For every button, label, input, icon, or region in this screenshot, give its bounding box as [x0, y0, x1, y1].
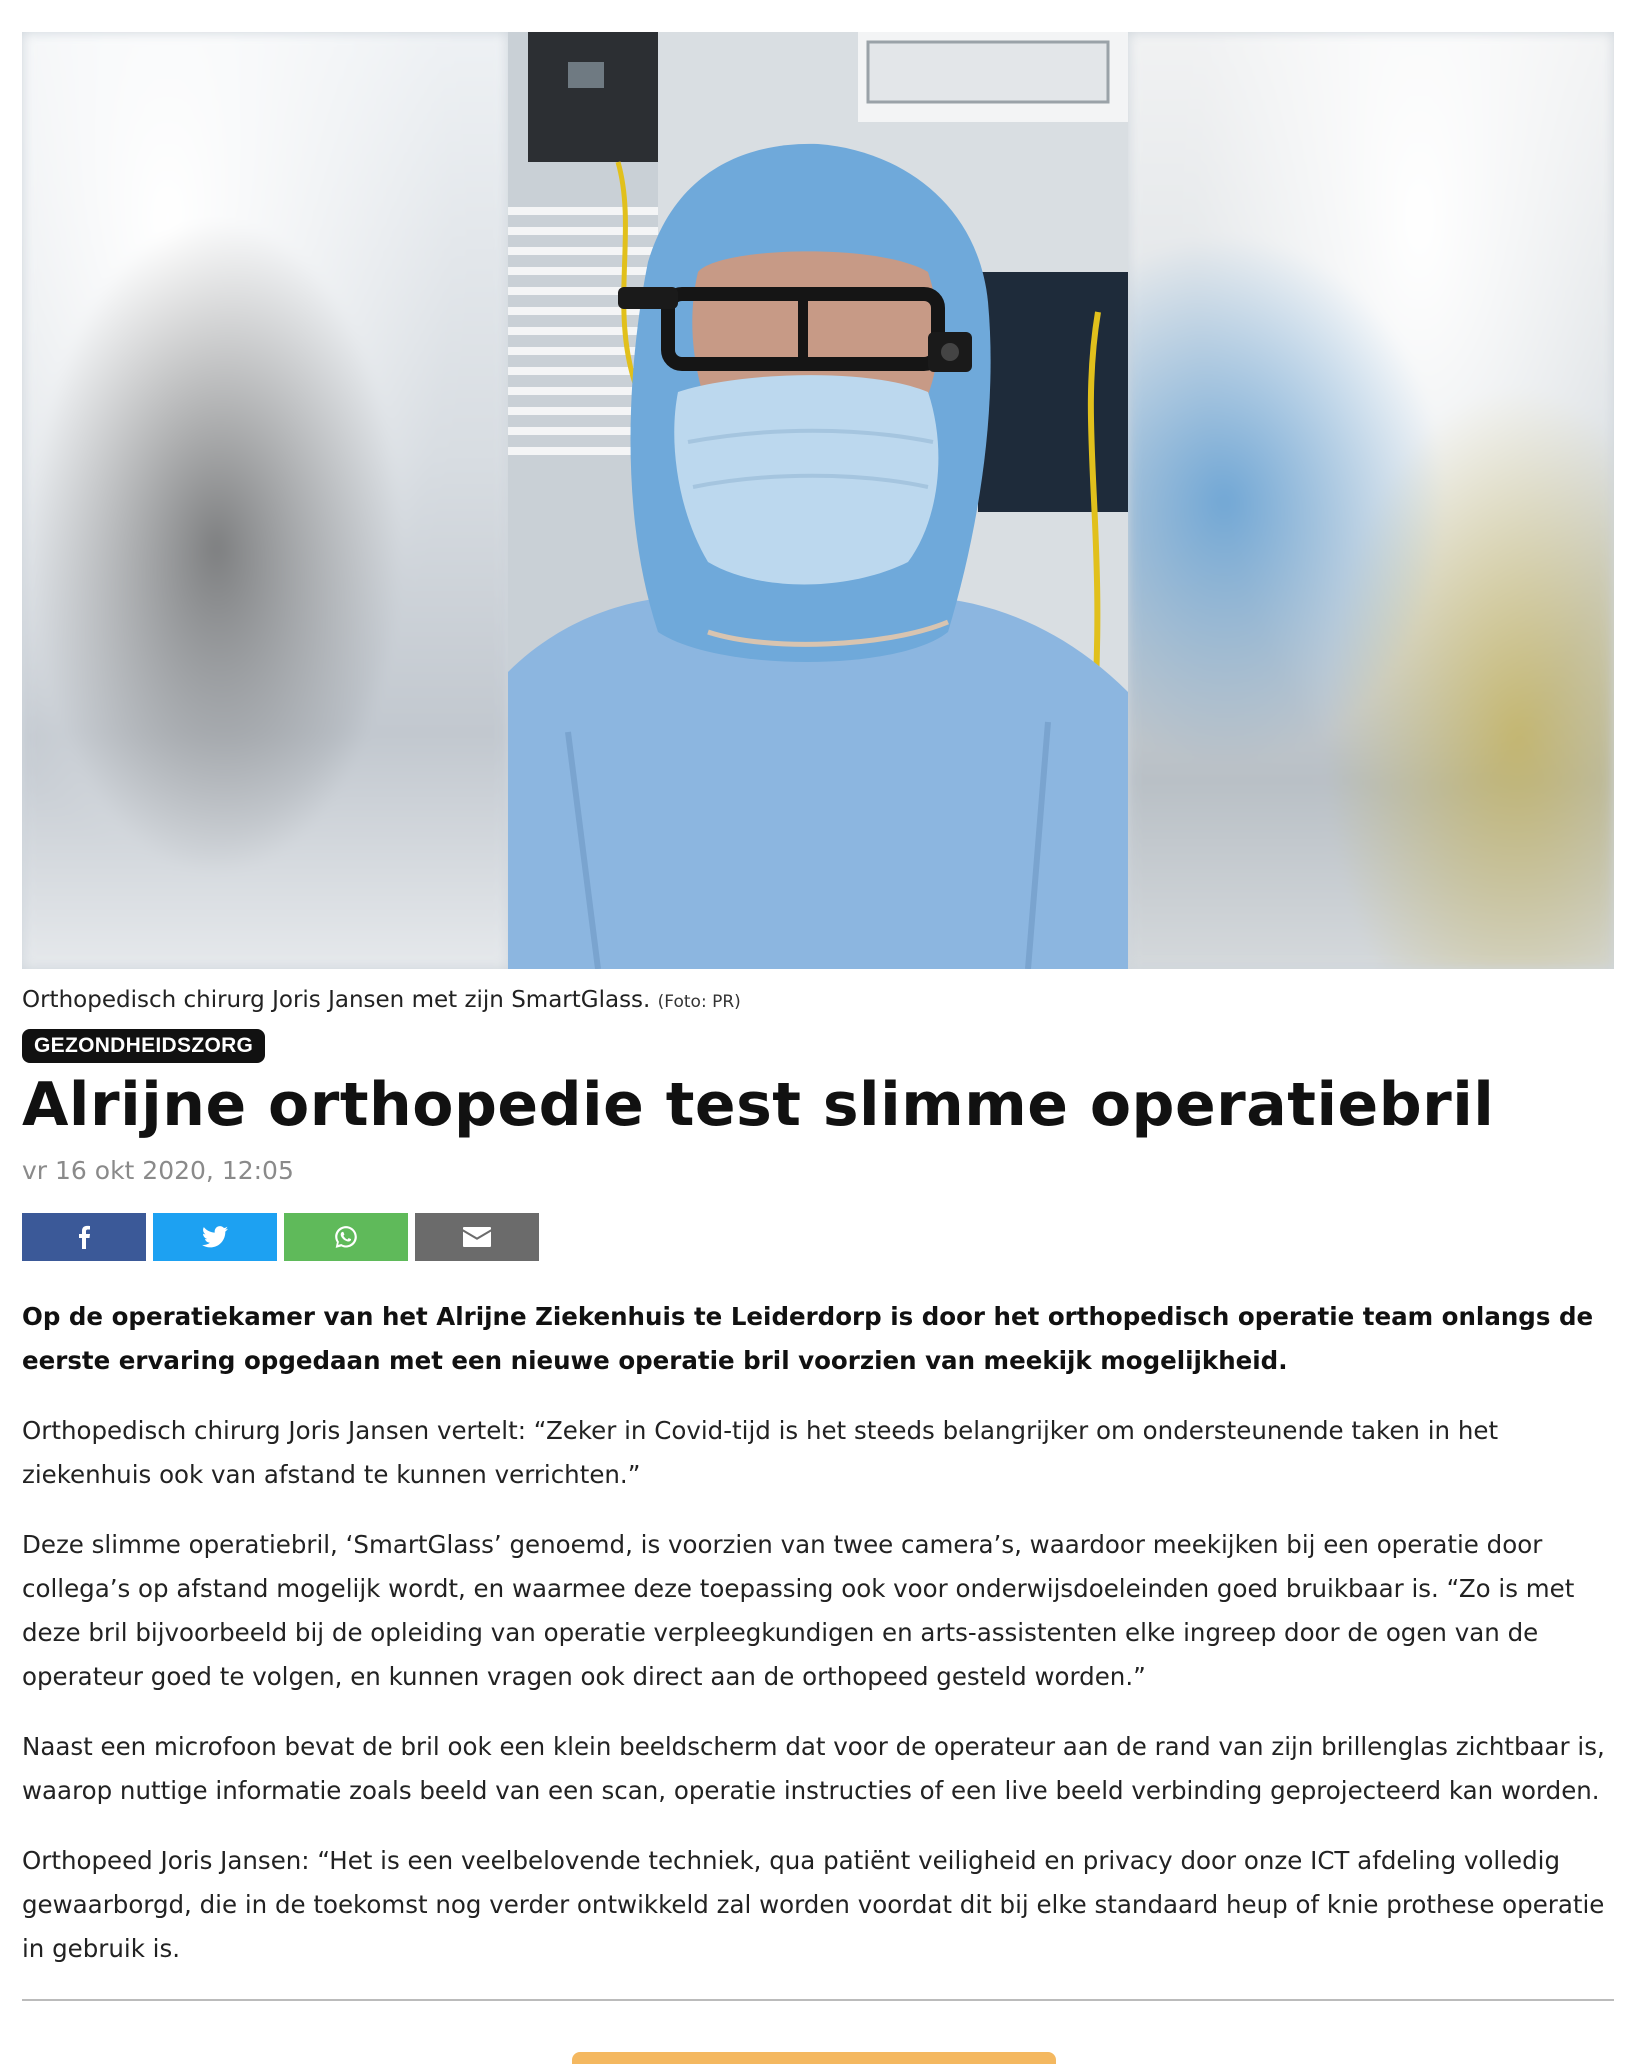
share-twitter-button[interactable]	[153, 1213, 277, 1261]
article	[22, 32, 1614, 2001]
hero-photo-blurred-left	[22, 32, 508, 969]
article-title: Alrijne orthopedie test slimme operatiebril	[22, 1070, 1495, 1140]
article-lead: Op de operatiekamer van het Alrijne Ziekenhuis te Leiderdorp is door het orthopedisch operatie team onlangs de eerste ervaring opgedaan met een nieuwe operatie bril voorzien van meekijk mogelijkheid.	[22, 1302, 1594, 1375]
article-paragraph: Orthopedisch chirurg Joris Jansen vertelt: “Zeker in Covid-tijd is het steeds belangrijker om ondersteunende taken in het ziekenhuis ook van afstand te kunnen verrichten.”	[22, 1416, 1499, 1489]
image-credit: (Foto: PR)	[657, 992, 741, 1012]
twitter-icon	[202, 1226, 228, 1248]
article-paragraph: Orthopeed Joris Jansen: “Het is een veelbelovende techniek, qua patiënt veiligheid en privacy door onze ICT afdeling volledig gewaarborgd, die in de toekomst nog verder ontwikkeld zal worden voordat dit bij elke standaard heup of knie prothese operatie in gebruik is.	[22, 1846, 1605, 1963]
hero-photo	[22, 32, 1614, 969]
facebook-icon	[77, 1225, 91, 1249]
hero-photo-blurred-right	[1128, 32, 1614, 969]
hero-photo-surgeon	[508, 32, 1128, 969]
share-bar	[22, 1213, 1614, 1261]
publish-date: vr 16 okt 2020, 12:05	[22, 1156, 294, 1185]
share-whatsapp-button[interactable]	[284, 1213, 408, 1261]
envelope-icon	[463, 1227, 491, 1247]
category-badge[interactable]: GEZONDHEIDSZORG	[22, 1029, 265, 1063]
divider	[22, 1999, 1614, 2001]
share-email-button[interactable]	[415, 1213, 539, 1261]
share-facebook-button[interactable]	[22, 1213, 146, 1261]
image-caption-text: Orthopedisch chirurg Joris Jansen met zijn SmartGlass.	[22, 987, 651, 1013]
image-caption	[22, 985, 1614, 1017]
whatsapp-icon	[333, 1224, 359, 1250]
article-paragraph: Deze slimme operatiebril, ‘SmartGlass’ genoemd, is voorzien van twee camera’s, waardoor meekijken bij een operatie door collega’s op afstand mogelijk wordt, en waarmee deze toepassing ook voor onderwijsdoeleinden goed bruikbaar is. “Zo is met deze bril bijvoorbeeld bij de opleiding van operatie verpleegkundigen en arts-assistenten elke ingreep door de ogen van de operateur goed te volgen, en kunnen vragen ook direct aan de orthopeed gesteld worden.”	[22, 1530, 1575, 1691]
article-paragraph: Naast een microfoon bevat de bril ook een klein beeldscherm dat voor de operateur aan de rand van zijn brillenglas zichtbaar is, waarop nuttige informatie zoals beeld van een scan, operatie instructies of een live beeld verbinding geprojecteerd kan worden.	[22, 1732, 1605, 1805]
bottom-tab[interactable]	[572, 2052, 1056, 2064]
